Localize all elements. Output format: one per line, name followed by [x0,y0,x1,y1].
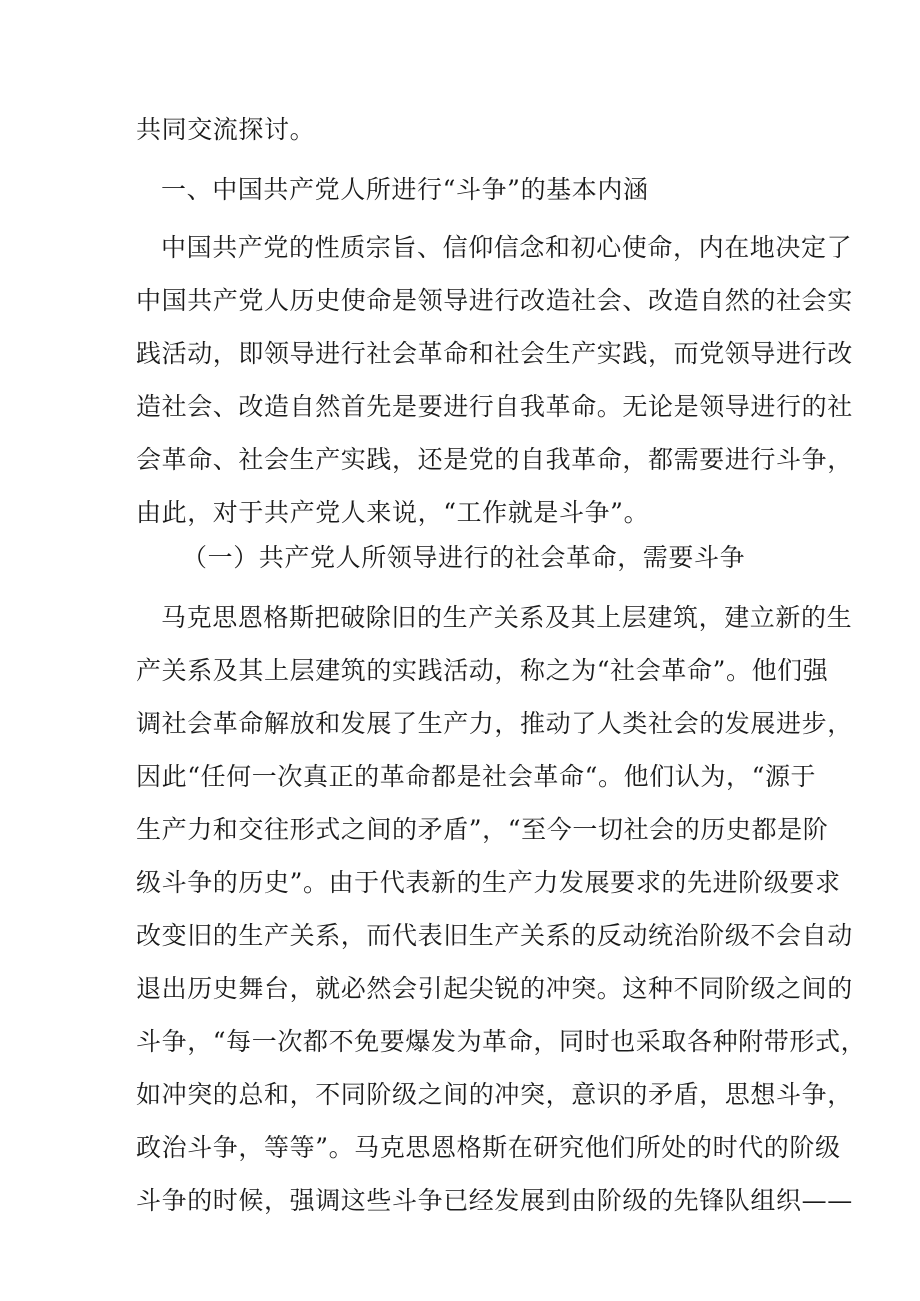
paragraph-line: 斗争的时候，强调这些斗争已经发展到由阶级的先锋队组织—— [136,1186,853,1215]
paragraph-line: 生产力和交往形式之间的矛盾”，“至今一切社会的历史都是阶 [136,815,829,844]
paragraph-line: 级斗争的历史”。由于代表新的生产力发展要求的先进阶级要求 [136,868,841,897]
paragraph-line: 改变旧的生产关系，而代表旧生产关系的反动统治阶级不会自动 [136,921,853,950]
paragraph-line: 会革命、社会生产实践，还是党的自我革命，都需要进行斗争， [136,445,853,474]
paragraph-line: 中国共产党的性质宗旨、信仰信念和初心使命，内在地决定了 [161,233,853,262]
paragraph-line: 中国共产党人历史使命是领导进行改造社会、改造自然的社会实 [136,286,853,315]
paragraph-line: 产关系及其上层建筑的实践活动，称之为“社会革命”。他们强 [136,656,829,685]
paragraph-line: 造社会、改造自然首先是要进行自我革命。无论是领导进行的社 [136,392,853,421]
paragraph-line: 政治斗争，等等”。马克思恩格斯在研究他们所处的时代的阶级 [136,1133,841,1162]
paragraph-line: 由此，对于共产党人来说，“工作就是斗争”。 [136,498,650,527]
paragraph-line: 退出历史舞台，就必然会引起尖锐的冲突。这种不同阶级之间的 [136,974,853,1003]
paragraph-line: 斗争，“每一次都不免要爆发为革命，同时也采取各种附带形式， [136,1027,867,1056]
subsection-heading: （一）共产党人所领导进行的社会革命，需要斗争 [182,543,746,572]
paragraph-line: 如冲突的总和，不同阶级之间的冲突，意识的矛盾，思想斗争， [136,1080,853,1109]
paragraph-line: 马克思恩格斯把破除旧的生产关系及其上层建筑，建立新的生 [161,603,853,632]
text-line-continuation: 共同交流探讨。 [136,115,316,144]
section-heading: 一、中国共产党人所进行“斗争”的基本内涵 [161,175,649,204]
paragraph-line: 践活动，即领导进行社会革命和社会生产实践，而党领导进行改 [136,339,853,368]
paragraph-line: 调社会革命解放和发展了生产力，推动了人类社会的发展进步， [136,709,853,738]
paragraph-line: 因此“任何一次真正的革命都是社会革命“。他们认为，“源于 [136,762,817,791]
